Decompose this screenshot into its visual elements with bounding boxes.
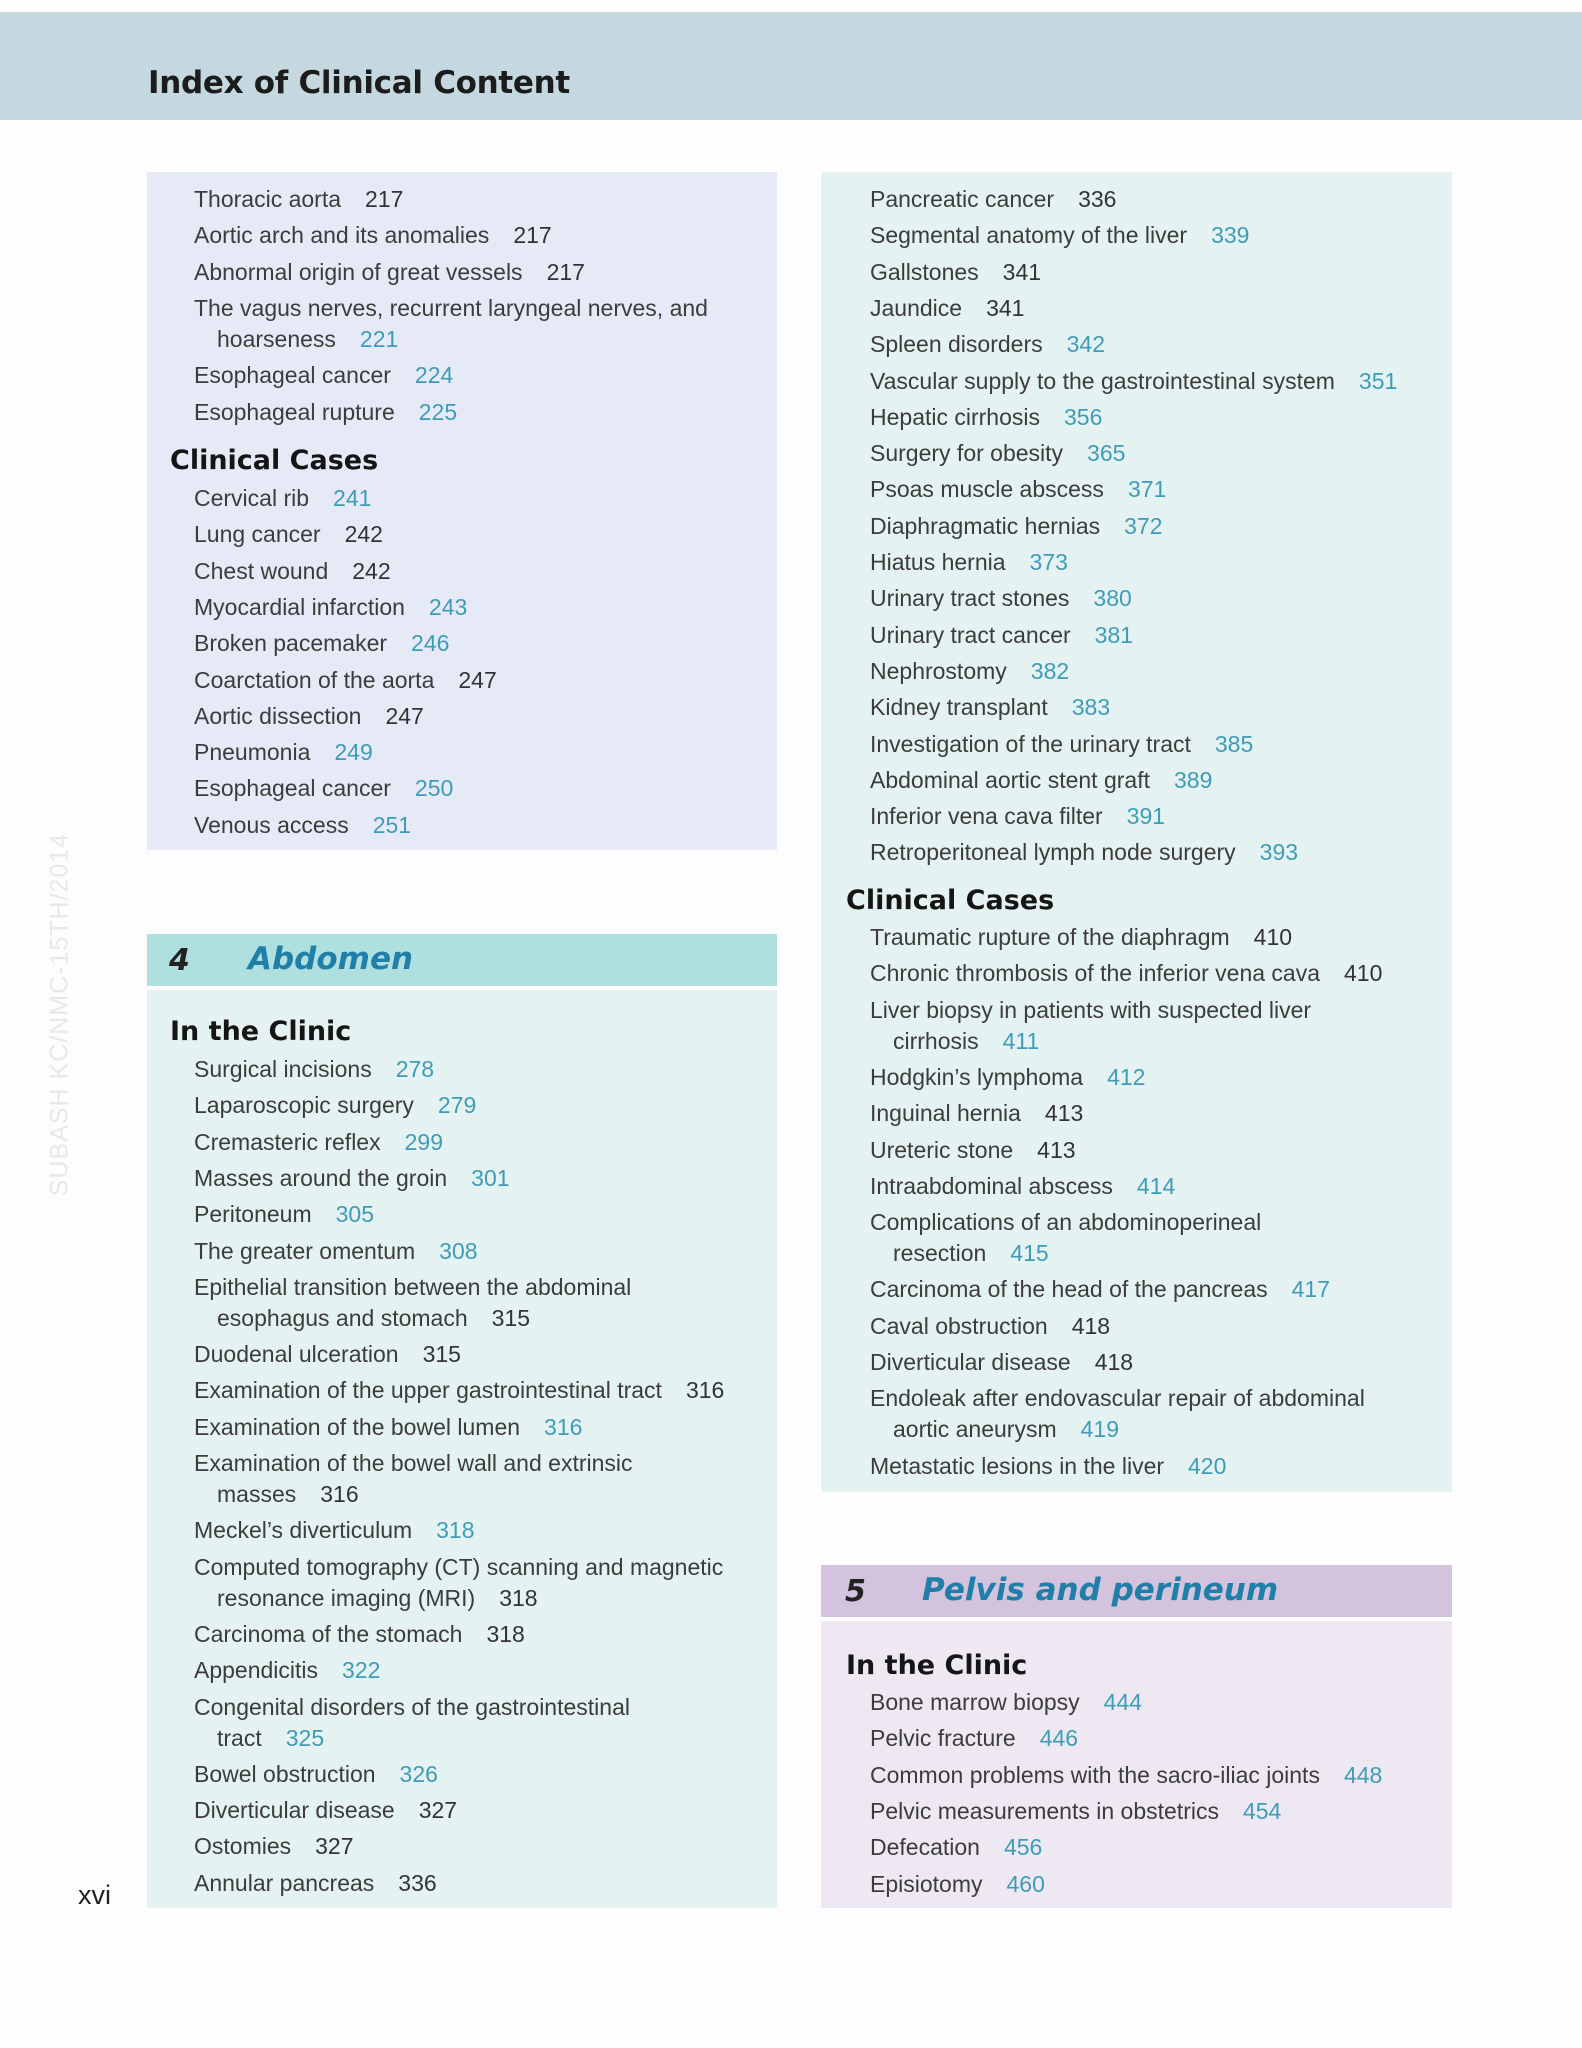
index-entry — [870, 729, 1253, 760]
index-entry — [870, 958, 1382, 989]
index-entry — [194, 1339, 461, 1370]
section-heading: In the Clinic — [846, 1650, 1028, 1681]
page-ref: 341 — [1002, 258, 1042, 285]
entry-label: Retroperitoneal lymph node surgery — [870, 839, 1236, 866]
page-ref: 316 — [685, 1377, 725, 1404]
page-ref[interactable]: 249 — [334, 739, 373, 766]
index-entry — [194, 592, 467, 623]
index-entry — [194, 1054, 434, 1085]
page-ref[interactable]: 391 — [1126, 803, 1166, 830]
entry-label: Traumatic rupture of the diaphragm — [870, 924, 1230, 950]
entry-label: resection — [893, 1240, 987, 1267]
entry-label: Chest wound — [194, 557, 329, 584]
page-ref[interactable]: 456 — [1003, 1834, 1043, 1861]
entry-label: Psoas muscle abscess — [870, 476, 1104, 503]
entry-label: Hiatus hernia — [870, 549, 1006, 575]
index-entry — [870, 220, 1249, 251]
page-ref: 247 — [458, 666, 497, 693]
page-ref[interactable]: 243 — [428, 593, 468, 620]
index-entry — [194, 1163, 510, 1194]
index-entry — [870, 922, 1292, 953]
page-ref: 341 — [986, 294, 1025, 321]
index-entry — [194, 665, 497, 696]
entry-label: Common problems with the sacro-iliac joints — [870, 1761, 1320, 1788]
index-entry-continuation — [893, 1238, 1049, 1269]
index-entry — [870, 1062, 1145, 1093]
entry-label: Caval obstruction — [870, 1312, 1048, 1339]
page-ref[interactable]: 414 — [1136, 1172, 1176, 1199]
entry-label: Surgical incisions — [194, 1056, 372, 1082]
index-entry-continuation — [217, 1583, 538, 1614]
page-ref[interactable]: 372 — [1124, 512, 1163, 539]
entry-label: Jaundice — [870, 294, 963, 321]
entry-label: Epithelial transition between the abdominal — [194, 1273, 632, 1300]
entry-label: Appendicitis — [194, 1657, 319, 1684]
index-entry-continuation — [217, 324, 398, 355]
entry-label: Aortic dissection — [194, 702, 362, 729]
page-ref[interactable]: 351 — [1358, 367, 1398, 394]
page-ref[interactable]: 224 — [414, 362, 454, 389]
index-entry — [194, 1375, 724, 1406]
index-entry — [870, 1451, 1226, 1482]
page-ref: 413 — [1037, 1136, 1076, 1163]
page-ref: 418 — [1071, 1312, 1111, 1339]
index-entry — [194, 1412, 582, 1443]
page-ref[interactable]: 342 — [1066, 331, 1105, 358]
page-ref[interactable]: 389 — [1173, 766, 1213, 793]
index-entry — [870, 995, 1311, 1026]
page-ref: 318 — [486, 1620, 525, 1647]
index-entry — [870, 656, 1069, 687]
page-ref[interactable]: 383 — [1071, 694, 1111, 721]
entry-label: Computed tomography (CT) scanning and magnetic — [194, 1553, 724, 1580]
page-ref[interactable]: 318 — [436, 1517, 475, 1544]
section-heading: Clinical Cases — [846, 885, 1055, 916]
page-ref: 410 — [1253, 924, 1293, 950]
index-entry — [194, 1199, 374, 1230]
entry-label: esophagus and stomach — [217, 1304, 468, 1331]
index-entry — [194, 1515, 475, 1546]
index-entry — [870, 547, 1068, 578]
entry-label: Spleen disorders — [870, 331, 1043, 358]
index-entry — [194, 1655, 380, 1686]
page-ref[interactable]: 415 — [1010, 1240, 1049, 1267]
index-entry — [194, 360, 453, 391]
entry-label: Investigation of the urinary tract — [870, 730, 1191, 757]
index-entry — [870, 1135, 1076, 1166]
index-entry — [870, 1832, 1042, 1863]
index-entry — [870, 1171, 1175, 1202]
index-entry — [870, 1383, 1365, 1414]
page-number: xvi — [78, 1880, 111, 1910]
page-ref: 410 — [1344, 960, 1383, 987]
index-entry — [194, 220, 552, 251]
index-entry — [870, 1274, 1330, 1305]
index-entry — [870, 366, 1397, 397]
index-entry — [870, 474, 1166, 505]
page-ref[interactable]: 412 — [1107, 1063, 1146, 1090]
page-ref[interactable]: 325 — [285, 1724, 325, 1751]
page-ref[interactable]: 393 — [1259, 839, 1299, 866]
index-entry — [194, 773, 453, 804]
entry-label: Ureteric stone — [870, 1136, 1014, 1163]
entry-label: resonance imaging (MRI) — [217, 1584, 476, 1611]
watermark: SUBASH KC/NMC-15TH/2014 — [45, 832, 74, 1197]
index-entry — [194, 1759, 438, 1790]
index-entry — [870, 511, 1163, 542]
index-entry — [194, 519, 383, 550]
index-entry — [870, 1760, 1382, 1791]
index-entry — [194, 1272, 631, 1303]
chapter-heading-abdomen — [147, 934, 777, 986]
entry-label: Kidney transplant — [870, 694, 1048, 721]
entry-label: Venous access — [194, 811, 349, 838]
index-entry — [194, 556, 391, 587]
page-ref[interactable]: 420 — [1188, 1452, 1227, 1479]
entry-label: Defecation — [870, 1834, 980, 1861]
index-entry — [194, 1868, 437, 1899]
entry-label: Esophageal cancer — [194, 775, 391, 802]
entry-label: Lung cancer — [194, 521, 321, 548]
entry-label: Urinary tract cancer — [870, 621, 1071, 648]
page-ref[interactable]: 251 — [372, 811, 412, 838]
entry-label: Episiotomy — [870, 1870, 983, 1897]
index-entry — [194, 628, 449, 659]
index-entry — [870, 1347, 1133, 1378]
entry-label: The vagus nerves, recurrent laryngeal nerves, and — [194, 294, 708, 321]
page-ref: 413 — [1044, 1100, 1084, 1127]
chapter-number: 4 — [169, 943, 190, 978]
index-entry — [870, 692, 1110, 723]
index-entry-continuation — [893, 1026, 1039, 1057]
section-heading: Clinical Cases — [170, 445, 379, 476]
entry-label: Surgery for obesity — [870, 440, 1064, 467]
entry-label: Inferior vena cava filter — [870, 803, 1103, 830]
entry-label: Coarctation of the aorta — [194, 666, 435, 693]
page-ref[interactable]: 380 — [1093, 585, 1132, 612]
entry-label: Examination of the bowel lumen — [194, 1413, 521, 1440]
index-entry — [194, 1090, 476, 1121]
entry-label: Bone marrow biopsy — [870, 1689, 1080, 1715]
index-entry — [870, 1869, 1045, 1900]
page-title: Index of Clinical Content — [148, 65, 570, 101]
index-entry — [870, 1098, 1083, 1129]
page-ref[interactable]: 460 — [1006, 1870, 1045, 1897]
index-entry — [870, 1311, 1110, 1342]
entry-label: Examination of the bowel wall and extrinsic — [194, 1450, 633, 1476]
page-ref[interactable]: 299 — [404, 1128, 443, 1155]
entry-label: Cremasteric reflex — [194, 1128, 381, 1155]
index-entry — [194, 1692, 630, 1723]
index-entry — [194, 1795, 457, 1826]
page-ref: 327 — [315, 1833, 354, 1860]
page-ref: 242 — [352, 557, 391, 584]
index-entry — [194, 397, 457, 428]
index-entry-continuation — [217, 1723, 324, 1754]
index-entry — [194, 483, 371, 514]
page-ref[interactable]: 417 — [1291, 1276, 1331, 1303]
page-ref: 315 — [491, 1304, 530, 1331]
index-entry — [870, 438, 1125, 469]
page-ref[interactable]: 279 — [437, 1092, 477, 1119]
page-ref[interactable]: 381 — [1094, 621, 1134, 648]
index-entry — [870, 293, 1024, 324]
entry-label: Thoracic aorta — [194, 186, 342, 212]
entry-label: Abdominal aortic stent graft — [870, 766, 1150, 793]
section-heading: In the Clinic — [170, 1016, 352, 1047]
index-entry — [870, 1796, 1281, 1827]
page-ref[interactable]: 339 — [1211, 222, 1250, 249]
page-ref[interactable]: 371 — [1127, 476, 1167, 503]
page-ref[interactable]: 221 — [359, 325, 399, 352]
page-ref[interactable]: 446 — [1039, 1725, 1079, 1752]
index-entry — [194, 1619, 525, 1650]
index-entry — [870, 257, 1041, 288]
entry-label: Diverticular disease — [870, 1349, 1071, 1375]
page-ref[interactable]: 225 — [418, 398, 458, 425]
entry-label: Laparoscopic surgery — [194, 1092, 414, 1119]
index-entry — [870, 620, 1133, 651]
entry-label: Inguinal hernia — [870, 1100, 1021, 1127]
entry-label: Broken pacemaker — [194, 630, 388, 657]
index-entry — [870, 1687, 1142, 1718]
entry-label: Congenital disorders of the gastrointestinal — [194, 1693, 630, 1720]
chapter-number: 5 — [845, 1574, 866, 1609]
index-entry — [194, 293, 708, 324]
entry-label: Hepatic cirrhosis — [870, 403, 1040, 430]
page-ref: 217 — [513, 222, 552, 249]
entry-label: Diaphragmatic hernias — [870, 512, 1101, 539]
page-ref[interactable]: 411 — [1002, 1027, 1040, 1054]
index-entry — [870, 765, 1212, 796]
entry-label: Carcinoma of the stomach — [194, 1620, 463, 1647]
index-entry — [870, 402, 1102, 433]
index-entry — [870, 184, 1116, 215]
entry-label: Annular pancreas — [194, 1869, 375, 1896]
entry-label: Intraabdominal abscess — [870, 1172, 1113, 1199]
index-entry — [194, 1831, 354, 1862]
page-ref[interactable]: 382 — [1030, 657, 1070, 684]
entry-label: Meckel’s diverticulum — [194, 1517, 413, 1544]
entry-label: Esophageal rupture — [194, 398, 395, 425]
index-entry — [194, 737, 373, 768]
entry-label: Segmental anatomy of the liver — [870, 222, 1188, 249]
entry-label: The greater omentum — [194, 1237, 416, 1264]
chapter-title: Abdomen — [248, 941, 414, 977]
page-ref: 336 — [1078, 186, 1117, 212]
page-ref[interactable]: 356 — [1064, 403, 1103, 430]
index-entry — [194, 257, 585, 288]
page-ref[interactable]: 308 — [439, 1237, 478, 1264]
page-ref: 418 — [1094, 1349, 1134, 1375]
entry-label: Complications of an abdominoperineal — [870, 1209, 1262, 1236]
entry-label: Urinary tract stones — [870, 585, 1070, 612]
entry-label: Pneumonia — [194, 739, 311, 766]
entry-label: cirrhosis — [893, 1027, 979, 1054]
index-entry — [194, 1236, 478, 1267]
page-ref[interactable]: 316 — [544, 1413, 583, 1440]
entry-label: Hodgkin’s lymphoma — [870, 1063, 1084, 1090]
entry-label: Cervical rib — [194, 485, 310, 511]
index-entry — [870, 801, 1165, 832]
entry-label: Abnormal origin of great vessels — [194, 258, 523, 285]
index-entry — [194, 1448, 633, 1479]
entry-label: Pancreatic cancer — [870, 186, 1055, 212]
page-ref[interactable]: 385 — [1214, 730, 1254, 757]
index-entry-continuation — [217, 1303, 530, 1334]
page-ref: 316 — [320, 1481, 359, 1507]
index-entry — [194, 1552, 723, 1583]
index-entry — [194, 701, 424, 732]
page-ref: 247 — [385, 702, 424, 729]
page-ref[interactable]: 278 — [395, 1056, 435, 1082]
index-entry — [194, 810, 411, 841]
page-ref[interactable]: 301 — [471, 1164, 510, 1191]
entry-label: Metastatic lesions in the liver — [870, 1452, 1165, 1479]
page-ref[interactable]: 454 — [1242, 1797, 1282, 1824]
entry-label: Examination of the upper gastrointestinal tract — [194, 1377, 662, 1404]
index-entry — [870, 1207, 1261, 1238]
entry-label: tract — [217, 1724, 262, 1751]
entry-label: Vascular supply to the gastrointestinal system — [870, 367, 1335, 394]
entry-label: Duodenal ulceration — [194, 1341, 399, 1368]
page-ref[interactable]: 250 — [414, 775, 454, 802]
entry-label: Nephrostomy — [870, 657, 1007, 684]
index-entry-continuation — [893, 1414, 1119, 1445]
chapter-title: Pelvis and perineum — [922, 1572, 1279, 1608]
index-entry — [870, 1723, 1078, 1754]
entry-label: Chronic thrombosis of the inferior vena cava — [870, 960, 1320, 987]
page-ref: 327 — [418, 1797, 458, 1824]
entry-label: Aortic arch and its anomalies — [194, 222, 490, 249]
entry-label: Pelvic fracture — [870, 1725, 1016, 1752]
page-ref: 242 — [344, 521, 383, 548]
index-entry — [194, 184, 403, 215]
entry-label: Carcinoma of the head of the pancreas — [870, 1276, 1268, 1303]
page-ref[interactable]: 246 — [411, 630, 450, 657]
entry-label: Bowel obstruction — [194, 1760, 376, 1787]
page-ref: 217 — [546, 258, 585, 285]
entry-label: Esophageal cancer — [194, 362, 391, 389]
entry-label: hoarseness — [217, 325, 336, 352]
page-ref: 315 — [422, 1341, 461, 1368]
entry-label: Liver biopsy in patients with suspected liver — [870, 996, 1312, 1023]
page-ref[interactable]: 373 — [1029, 549, 1068, 575]
entry-label: Diverticular disease — [194, 1797, 395, 1824]
page-ref[interactable]: 322 — [342, 1657, 381, 1684]
page-ref[interactable]: 444 — [1103, 1689, 1143, 1715]
page-ref[interactable]: 326 — [399, 1760, 438, 1787]
page-ref[interactable]: 365 — [1087, 440, 1126, 467]
page-ref: 336 — [398, 1869, 437, 1896]
entry-label: Masses around the groin — [194, 1164, 448, 1191]
entry-label: Peritoneum — [194, 1201, 312, 1228]
entry-label: Myocardial infarction — [194, 593, 405, 620]
page-ref: 318 — [499, 1584, 538, 1611]
page-ref[interactable]: 419 — [1080, 1416, 1119, 1443]
entry-label: masses — [217, 1481, 297, 1507]
page-ref[interactable]: 241 — [333, 485, 372, 511]
index-entry — [870, 837, 1298, 868]
entry-label: Ostomies — [194, 1833, 292, 1860]
entry-label: Pelvic measurements in obstetrics — [870, 1797, 1219, 1824]
index-entry — [870, 583, 1132, 614]
index-entry — [194, 1127, 443, 1158]
page-ref[interactable]: 305 — [335, 1201, 374, 1228]
page-ref[interactable]: 448 — [1343, 1761, 1383, 1788]
entry-label: Gallstones — [870, 258, 979, 285]
index-entry-continuation — [217, 1479, 359, 1510]
entry-label: aortic aneurysm — [893, 1416, 1057, 1443]
entry-label: Endoleak after endovascular repair of abdominal — [870, 1385, 1365, 1412]
index-entry — [870, 329, 1105, 360]
page-ref: 217 — [365, 186, 404, 212]
